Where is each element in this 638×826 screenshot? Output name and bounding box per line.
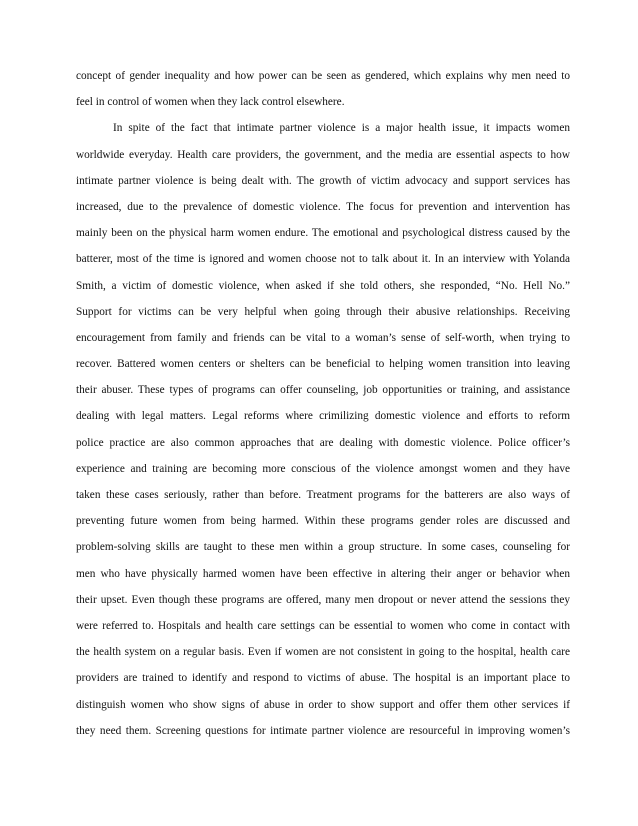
text-line: recover. Battered women centers or shelters can be beneficial to helping women transition into leaving: [76, 358, 570, 371]
text-line: batterer, most of the time is ignored and women choose not to talk about it. In an interview with Yolanda: [76, 253, 570, 266]
text-line: the health system on a regular basis. Even if women are not consistent in going to the hospital, health care: [76, 646, 570, 659]
text-line: taken these cases seriously, rather than before. Treatment programs for the batterers are also ways of: [76, 489, 570, 501]
text-line: encouragement from family and friends can be vital to a woman’s sense of self-worth, when trying to: [76, 331, 570, 344]
text-line: their upset. Even though these programs are offered, many men dropout or never attend the sessions they: [76, 593, 570, 606]
text-line: were referred to. Hospitals and health care settings can be essential to women who come in contact with: [76, 619, 570, 632]
text-line: police practice are also common approaches that are dealing with domestic violence. Police officer’s: [76, 436, 570, 449]
text-line: distinguish women who show signs of abuse in order to show support and offer them other services if: [76, 698, 570, 711]
text-line: In spite of the fact that intimate partner violence is a major health issue, it impacts women: [113, 122, 570, 135]
text-line: they need them. Screening questions for intimate partner violence are resourceful in improving women’s: [76, 724, 570, 737]
text-line: intimate partner violence is being dealt with. The growth of victim advocacy and support services has: [76, 174, 570, 187]
text-line: Smith, a victim of domestic violence, when asked if she told others, she responded, “No. Hell No.”: [76, 279, 570, 292]
text-line: dealing with legal matters. Legal reforms where crimilizing domestic violence and efforts to reform: [76, 410, 570, 423]
text-line: providers are trained to identify and respond to victims of abuse. The hospital is an important place to: [76, 672, 570, 685]
text-line: feel in control of women when they lack control elsewhere.: [76, 96, 345, 109]
text-line: increased, due to the prevalence of domestic violence. The focus for prevention and intervention has: [76, 200, 570, 213]
text-line: experience and training are becoming more conscious of the violence amongst women and they have: [76, 462, 570, 475]
text-line: worldwide everyday. Health care providers, the government, and the media are essential aspects to how: [76, 148, 570, 161]
text-line: problem-solving skills are taught to these men within a group structure. In some cases, counseling for: [76, 541, 570, 554]
text-line: men who have physically harmed women have been effective in altering their anger or behavior when: [76, 567, 570, 580]
text-line: their abuser. These types of programs can offer counseling, job opportunities or training, and assistance: [76, 384, 570, 397]
text-line: Support for victims can be very helpful when going through their abusive relationships. Receiving: [76, 305, 570, 318]
text-line: preventing future women from being harmed. Within these programs gender roles are discussed and: [76, 515, 570, 528]
body-text: [76, 69, 570, 750]
text-line: concept of gender inequality and how power can be seen as gendered, which explains why men need to: [76, 70, 570, 82]
text-line: mainly been on the physical harm women endure. The emotional and psychological distress caused by the: [76, 227, 570, 240]
